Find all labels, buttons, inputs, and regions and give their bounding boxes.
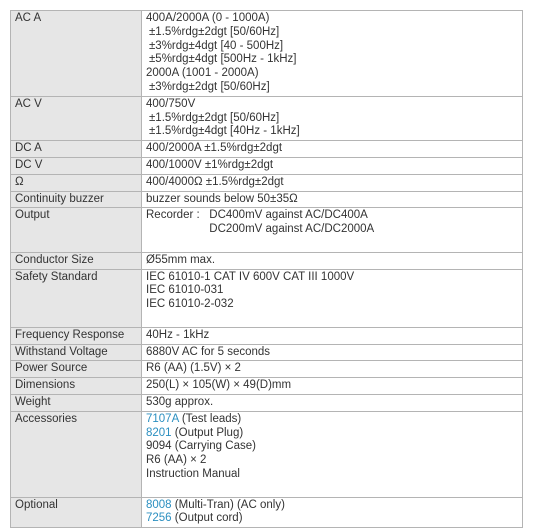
spec-label: Dimensions bbox=[11, 378, 142, 395]
spec-label: AC V bbox=[11, 96, 142, 140]
spec-value-line bbox=[146, 454, 518, 468]
spec-value bbox=[142, 344, 523, 361]
spec-label: Weight bbox=[11, 394, 142, 411]
spec-label: Frequency Response bbox=[11, 327, 142, 344]
spec-value-text: 400/750V bbox=[146, 97, 196, 110]
spec-value bbox=[142, 269, 523, 327]
spec-row-frequency-response bbox=[11, 327, 523, 344]
spec-row-conductor-size bbox=[11, 252, 523, 269]
spec-value bbox=[142, 157, 523, 174]
blank-line bbox=[146, 237, 518, 251]
spec-label: Withstand Voltage bbox=[11, 344, 142, 361]
spec-value bbox=[142, 252, 523, 269]
spec-label: Output bbox=[11, 208, 142, 252]
spec-value bbox=[142, 141, 523, 158]
spec-value-line bbox=[146, 468, 518, 482]
spec-row-ac-a bbox=[11, 11, 523, 97]
spec-value-text: ±3%rdg±2dgt [50/60Hz] bbox=[149, 80, 270, 93]
spec-row-accessories bbox=[11, 411, 523, 497]
spec-value-line bbox=[146, 362, 518, 376]
spec-label: Conductor Size bbox=[11, 252, 142, 269]
spec-value bbox=[142, 96, 523, 140]
spec-value-text: 400/2000A ±1.5%rdg±2dgt bbox=[146, 142, 283, 155]
spec-value-text: (Multi-Tran) (AC only) bbox=[171, 498, 285, 511]
recorder-key: Recorder : bbox=[146, 209, 210, 222]
spec-value-line bbox=[146, 512, 518, 526]
spec-value-line bbox=[146, 193, 518, 207]
spec-label: Optional bbox=[11, 497, 142, 528]
spec-value-line bbox=[146, 298, 518, 312]
spec-label: DC V bbox=[11, 157, 142, 174]
recorder-value: DC400mV against AC/DC400A bbox=[209, 209, 368, 222]
blank-line bbox=[146, 312, 518, 326]
spec-value-line bbox=[146, 499, 518, 513]
spec-value bbox=[142, 497, 523, 528]
spec-value bbox=[142, 361, 523, 378]
spec-value-text: 6880V AC for 5 seconds bbox=[146, 345, 271, 358]
spec-value-line bbox=[146, 67, 518, 81]
spec-row-dc-a bbox=[11, 141, 523, 158]
spec-value bbox=[142, 411, 523, 497]
spec-value-line bbox=[146, 254, 518, 268]
spec-value bbox=[142, 327, 523, 344]
spec-table bbox=[10, 10, 523, 528]
spec-value-line bbox=[146, 346, 518, 360]
spec-value bbox=[142, 208, 523, 252]
spec-value-text: Ø55mm max. bbox=[146, 253, 216, 266]
spec-row-dc-v bbox=[11, 157, 523, 174]
spec-label: AC A bbox=[11, 11, 142, 97]
spec-value-text: Instruction Manual bbox=[146, 467, 240, 480]
spec-value-text: ±1.5%rdg±2dgt [50/60Hz] bbox=[149, 111, 280, 124]
spec-value-text: ±5%rdg±4dgt [500Hz - 1kHz] bbox=[149, 53, 297, 66]
spec-value-line bbox=[146, 176, 518, 190]
spec-value-text: 250(L) × 105(W) × 49(D)mm bbox=[146, 379, 292, 392]
spec-value bbox=[142, 174, 523, 191]
spec-row-withstand-voltage bbox=[11, 344, 523, 361]
spec-row-optional bbox=[11, 497, 523, 528]
spec-label: Continuity buzzer bbox=[11, 191, 142, 208]
spec-value-line bbox=[146, 125, 518, 139]
spec-value-line bbox=[146, 26, 518, 40]
spec-value-line bbox=[146, 12, 518, 26]
spec-value-line bbox=[146, 142, 518, 156]
spec-row-continuity-buzzer bbox=[11, 191, 523, 208]
spec-value-text: R6 (AA) (1.5V) × 2 bbox=[146, 362, 241, 375]
spec-value-text: R6 (AA) × 2 bbox=[146, 454, 207, 467]
spec-row-ohm bbox=[11, 174, 523, 191]
spec-value-text: buzzer sounds below 50±35Ω bbox=[146, 192, 298, 205]
spec-label: DC A bbox=[11, 141, 142, 158]
product-link[interactable]: 8201 bbox=[146, 426, 172, 439]
recorder-value: DC200mV against AC/DC2000A bbox=[209, 223, 375, 236]
product-link[interactable]: 7256 bbox=[146, 512, 172, 525]
spec-value-line bbox=[146, 53, 518, 67]
spec-value-text: 400/4000Ω ±1.5%rdg±2dgt bbox=[146, 175, 284, 188]
product-link[interactable]: 8008 bbox=[146, 498, 172, 511]
spec-row-ac-v bbox=[11, 96, 523, 140]
spec-label: Power Source bbox=[11, 361, 142, 378]
spec-value-line bbox=[146, 271, 518, 285]
spec-value-text: 9094 (Carrying Case) bbox=[146, 440, 256, 453]
spec-value-text: IEC 61010-2-032 bbox=[146, 298, 234, 311]
product-link[interactable]: 7107A bbox=[146, 412, 179, 425]
spec-value-text: ±1.5%rdg±4dgt [40Hz - 1kHz] bbox=[149, 125, 300, 138]
spec-value-line bbox=[146, 329, 518, 343]
spec-value-text: 530g approx. bbox=[146, 395, 214, 408]
spec-value-line bbox=[146, 413, 518, 427]
spec-value-text: ±3%rdg±4dgt [40 - 500Hz] bbox=[149, 39, 284, 52]
spec-label: Ω bbox=[11, 174, 142, 191]
spec-row-weight bbox=[11, 394, 523, 411]
blank-line bbox=[146, 482, 518, 496]
spec-label: Accessories bbox=[11, 411, 142, 497]
spec-value-line bbox=[146, 379, 518, 393]
spec-value-text: 40Hz - 1kHz bbox=[146, 328, 210, 341]
spec-label: Safety Standard bbox=[11, 269, 142, 327]
spec-value-line bbox=[146, 396, 518, 410]
spec-value-line bbox=[146, 98, 518, 112]
spec-row-output bbox=[11, 208, 523, 252]
spec-value bbox=[142, 378, 523, 395]
spec-value-text: ±1.5%rdg±2dgt [50/60Hz] bbox=[149, 25, 280, 38]
spec-value-line bbox=[146, 159, 518, 173]
spec-value bbox=[142, 394, 523, 411]
spec-value-text: 2000A (1001 - 2000A) bbox=[146, 67, 259, 80]
recorder-output bbox=[146, 209, 518, 237]
spec-value-line bbox=[146, 427, 518, 441]
spec-value-text: 400A/2000A (0 - 1000A) bbox=[146, 12, 270, 24]
spec-value bbox=[142, 11, 523, 97]
spec-value-text: (Test leads) bbox=[178, 412, 242, 425]
spec-row-safety-standard bbox=[11, 269, 523, 327]
spec-table-body bbox=[11, 11, 523, 528]
spec-value-line bbox=[146, 81, 518, 95]
spec-value bbox=[142, 191, 523, 208]
spec-value-text: (Output Plug) bbox=[171, 426, 244, 439]
spec-value-line bbox=[146, 112, 518, 126]
spec-value-line bbox=[146, 284, 518, 298]
spec-value-text: IEC 61010-031 bbox=[146, 284, 224, 297]
spec-value-text: IEC 61010-1 CAT IV 600V CAT III 1000V bbox=[146, 270, 355, 283]
spec-value-text: 400/1000V ±1%rdg±2dgt bbox=[146, 158, 274, 171]
spec-row-dimensions bbox=[11, 378, 523, 395]
spec-value-line bbox=[146, 440, 518, 454]
spec-row-power-source bbox=[11, 361, 523, 378]
spec-value-text: (Output cord) bbox=[171, 512, 243, 525]
spec-value-line bbox=[146, 40, 518, 54]
